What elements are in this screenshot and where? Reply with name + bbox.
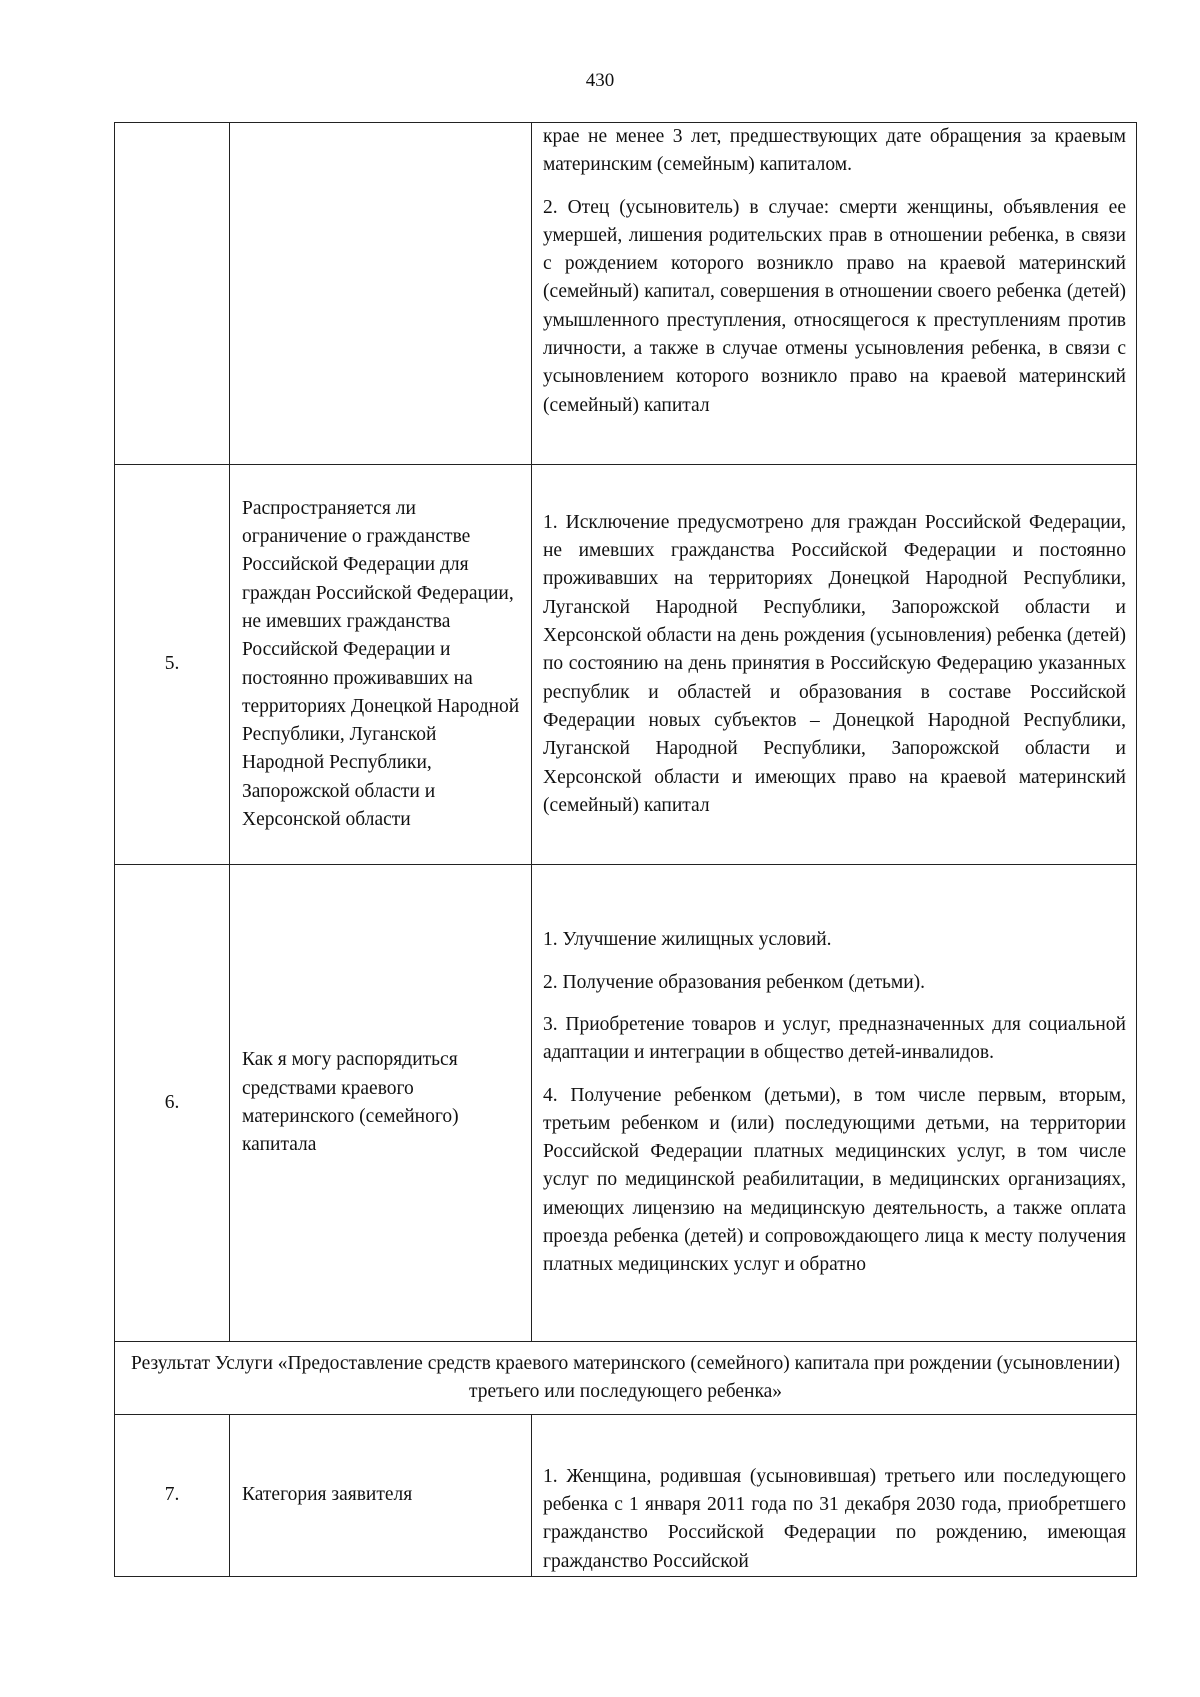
page-number: 430: [585, 70, 615, 91]
row-number: 7.: [115, 1415, 230, 1577]
answer-paragraph: 3. Приобретение товаров и услуг, предназначенных для социальной адаптации и интеграции в общество детей-инвалидов.: [543, 1013, 1126, 1064]
table-row: [115, 123, 1137, 465]
answer-paragraph: 1. Женщина, родившая (усыновившая) третьего или последующего ребенка с 1 января 2011 года по 31 декабря 2030 года, приобретшего гражданство Российской Федерации по рождению, имеющая гражданство Российской: [543, 1465, 1126, 1572]
faq-table: [114, 122, 1137, 1577]
answer-paragraph: крае не менее 3 лет, предшествующих дате обращения за краевым материнским (семейным) капиталом.: [543, 126, 1126, 176]
answer-paragraph: 2. Получение образования ребенком (детьми).: [543, 971, 926, 993]
table-row: [115, 865, 1137, 1342]
row-answer: [532, 1415, 1137, 1577]
row-answer: [532, 123, 1137, 465]
section-header-row: [115, 1342, 1137, 1415]
row-question: Распространяется ли ограничение о гражданстве Российской Федерации для граждан Российской Федерации, не имевших гражданства Российской Федерации и постоянно проживавших на территориях Донецкой Народной Республики, Луганской Народной Республики, Запорожской области и Херсонской области: [230, 465, 532, 865]
table-row: [115, 1415, 1137, 1577]
answer-paragraph: 2. Отец (усыновитель) в случае: смерти женщины, объявления ее умершей, лишения родительских прав в отношении ребенка, в связи с рождением которого возникло право на краевой материнский (семейный) капитал, совершения в отношении своего ребенка (детей) умышленного преступления, относящегося к преступлениям против личности, а также в случае отмены усыновления ребенка, в связи с усыновлением которого возникло право на краевой материнский (семейный) капитал: [543, 196, 1126, 416]
row-question: Как я могу распорядиться средствами краевого материнского (семейного) капитала: [230, 865, 532, 1342]
answer-paragraph: 4. Получение ребенком (детьми), в том числе первым, вторым, третьим ребенком и (или) последующими детьми, на территории Российской Федерации платных медицинских услуг, в том числе услуг по медицинской реабилитации, в медицинских организациях, имеющих лицензию на медицинскую деятельность, а также оплата проезда ребенка (детей) и сопровождающего лица к месту получения платных медицинских услуг и обратно: [543, 1084, 1126, 1276]
row-question: Категория заявителя: [230, 1415, 532, 1577]
row-number: 6.: [115, 865, 230, 1342]
row-answer: [532, 465, 1137, 865]
row-question: [230, 123, 532, 465]
table-row: [115, 465, 1137, 865]
row-answer: [532, 865, 1137, 1342]
row-number: [115, 123, 230, 465]
section-header: Результат Услуги «Предоставление средств краевого материнского (семейного) капитала при рождении (усыновлении) третьего или последующего ребенка»: [115, 1342, 1137, 1415]
answer-paragraph: 1. Исключение предусмотрено для граждан Российской Федерации, не имевших гражданства Российской Федерации и постоянно проживавших на территориях Донецкой Народной Республики, Луганской Народной Республики, Запорожской области и Херсонской области на день рождения (усыновления) ребенка (детей) по состоянию на день принятия в Российскую Федерацию указанных республик и областей и образования в составе Российской Федерации новых субъектов – Донецкой Народной Республики, Луганской Народной Республики, Запорожской области и Херсонской области и имеющих право на краевой материнский (семейный) капитал: [543, 511, 1126, 816]
answer-paragraph: 1. Улучшение жилищных условий.: [543, 929, 832, 951]
row-number: 5.: [115, 465, 230, 865]
